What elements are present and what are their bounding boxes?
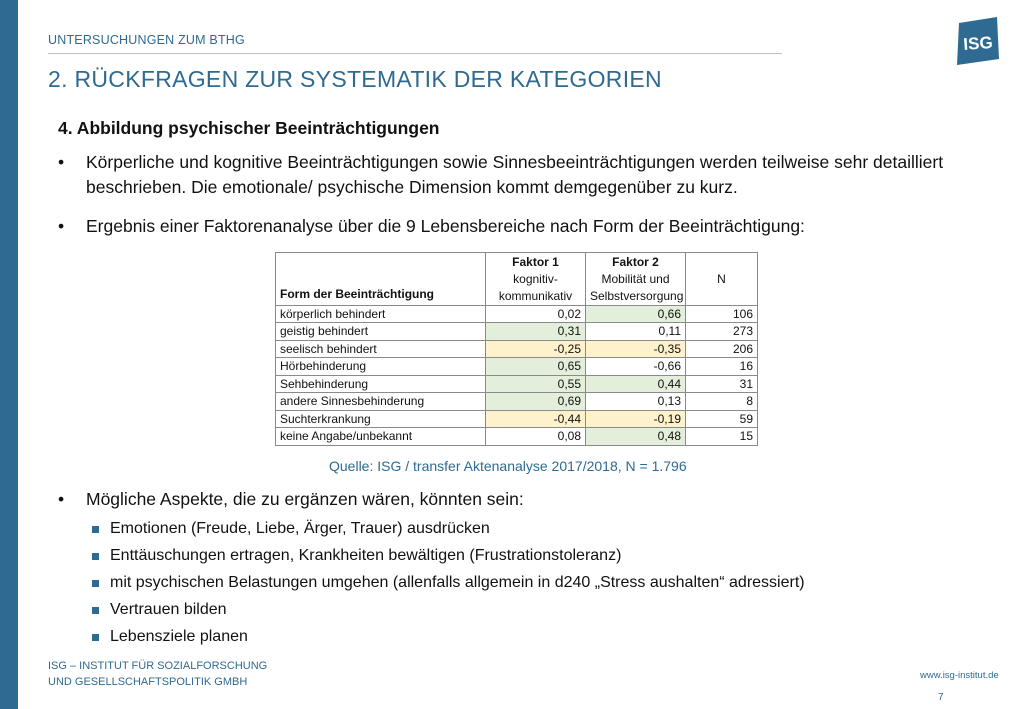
factor1-value-cell: -0,44 — [486, 410, 586, 428]
source-caption: Quelle: ISG / transfer Aktenanalyse 2017/2018, N = 1.796 — [329, 458, 687, 474]
n-value-cell: 106 — [686, 305, 758, 323]
page-title: 2. RÜCKFRAGEN ZUR SYSTEMATIK DER KATEGORIEN — [48, 66, 662, 92]
logo-text: ISG — [962, 33, 994, 54]
factor2-value-cell: 0,66 — [586, 305, 686, 323]
left-accent-bar — [0, 0, 18, 709]
factor2-value-cell: 0,48 — [586, 428, 686, 446]
square-bullet-icon — [92, 580, 99, 587]
table-row — [276, 410, 758, 428]
factor-analysis-table — [275, 252, 758, 446]
column-header-factor1: Faktor 1 — [486, 253, 586, 271]
row-label-cell: geistig behindert — [276, 323, 486, 341]
table-row — [276, 358, 758, 376]
sub-bullet-text: Vertrauen bilden — [110, 601, 227, 618]
row-label-cell: Sehbehinderung — [276, 375, 486, 393]
factor1-value-cell: 0,65 — [486, 358, 586, 376]
footer-organization — [48, 658, 267, 690]
bullet-text: Körperliche und kognitive Beeinträchtigungen sowie Sinnesbeeinträchtigungen werden teilweise sehr detailliert beschrieben. Die emotionale/ psychische Dimension kommt demgegenüber zu kurz. — [86, 152, 944, 197]
factor1-subtitle-2: kommunikativ — [486, 288, 586, 306]
bullet-dot: • — [58, 216, 65, 236]
factor1-value-cell: 0,08 — [486, 428, 586, 446]
table-row — [276, 375, 758, 393]
bullet-text: Ergebnis einer Faktorenanalyse über die 9 Lebensbereiche nach Form der Beeinträchtigung: — [86, 216, 805, 236]
square-bullet-icon — [92, 526, 99, 533]
factor2-value-cell: 0,13 — [586, 393, 686, 411]
bullet-dot: • — [58, 152, 65, 172]
column-header-factor2: Faktor 2 — [586, 253, 686, 271]
page-number: 7 — [938, 692, 944, 703]
table-row — [276, 305, 758, 323]
n-value-cell: 206 — [686, 340, 758, 358]
row-label-cell: Suchterkrankung — [276, 410, 486, 428]
factor2-subtitle-2: Selbstversorgung — [586, 288, 686, 306]
sub-bullet-text: Enttäuschungen ertragen, Krankheiten bewältigen (Frustrationstoleranz) — [110, 547, 622, 564]
sub-bullet-text: Emotionen (Freude, Liebe, Ärger, Trauer) ausdrücken — [110, 520, 490, 537]
column-header-form: Form der Beeinträchtigung — [276, 253, 486, 306]
isg-logo — [955, 17, 1001, 65]
header-divider — [48, 53, 782, 54]
bullet-dot: • — [58, 489, 65, 509]
table-row — [276, 323, 758, 341]
square-bullet-icon — [92, 607, 99, 614]
factor1-subtitle-1: kognitiv- — [486, 271, 586, 288]
factor1-value-cell: 0,55 — [486, 375, 586, 393]
sub-bullet-text: mit psychischen Belastungen umgehen (allenfalls allgemein in d240 „Stress aushalten“ adressiert) — [110, 574, 805, 591]
factor1-value-cell: -0,25 — [486, 340, 586, 358]
footer-url-link[interactable]: www.isg-institut.de — [920, 670, 999, 681]
n-value-cell: 59 — [686, 410, 758, 428]
n-value-cell: 31 — [686, 375, 758, 393]
column-header-n: N — [686, 271, 758, 288]
section-heading: 4. Abbildung psychischer Beeinträchtigungen — [58, 118, 440, 138]
section-label: UNTERSUCHUNGEN ZUM BTHG — [48, 33, 245, 47]
table-row — [276, 428, 758, 446]
table-row — [276, 393, 758, 411]
square-bullet-icon — [92, 634, 99, 641]
factor2-value-cell: 0,11 — [586, 323, 686, 341]
n-value-cell: 16 — [686, 358, 758, 376]
factor2-value-cell: 0,44 — [586, 375, 686, 393]
footer-org-line-2: UND GESELLSCHAFTSPOLITIK GMBH — [48, 676, 248, 688]
n-value-cell: 8 — [686, 393, 758, 411]
row-label-cell: Hörbehinderung — [276, 358, 486, 376]
n-value-cell: 15 — [686, 428, 758, 446]
table-row — [276, 340, 758, 358]
column-header-n-bottom — [686, 288, 758, 306]
factor2-value-cell: -0,66 — [586, 358, 686, 376]
n-value-cell: 273 — [686, 323, 758, 341]
factor1-value-cell: 0,02 — [486, 305, 586, 323]
row-label-cell: körperlich behindert — [276, 305, 486, 323]
square-bullet-icon — [92, 553, 99, 560]
factor2-value-cell: -0,19 — [586, 410, 686, 428]
sub-bullet-text: Lebensziele planen — [110, 628, 248, 645]
row-label-cell: andere Sinnesbehinderung — [276, 393, 486, 411]
bullet-text: Mögliche Aspekte, die zu ergänzen wären, könnten sein: — [86, 489, 524, 509]
factor1-value-cell: 0,31 — [486, 323, 586, 341]
factor2-subtitle-1: Mobilität und — [586, 271, 686, 288]
footer-org-line-1: ISG – INSTITUT FÜR SOZIALFORSCHUNG — [48, 660, 268, 672]
row-label-cell: seelisch behindert — [276, 340, 486, 358]
factor1-value-cell: 0,69 — [486, 393, 586, 411]
factor2-value-cell: -0,35 — [586, 340, 686, 358]
column-header-n-top — [686, 253, 758, 271]
row-label-cell: keine Angabe/unbekannt — [276, 428, 486, 446]
